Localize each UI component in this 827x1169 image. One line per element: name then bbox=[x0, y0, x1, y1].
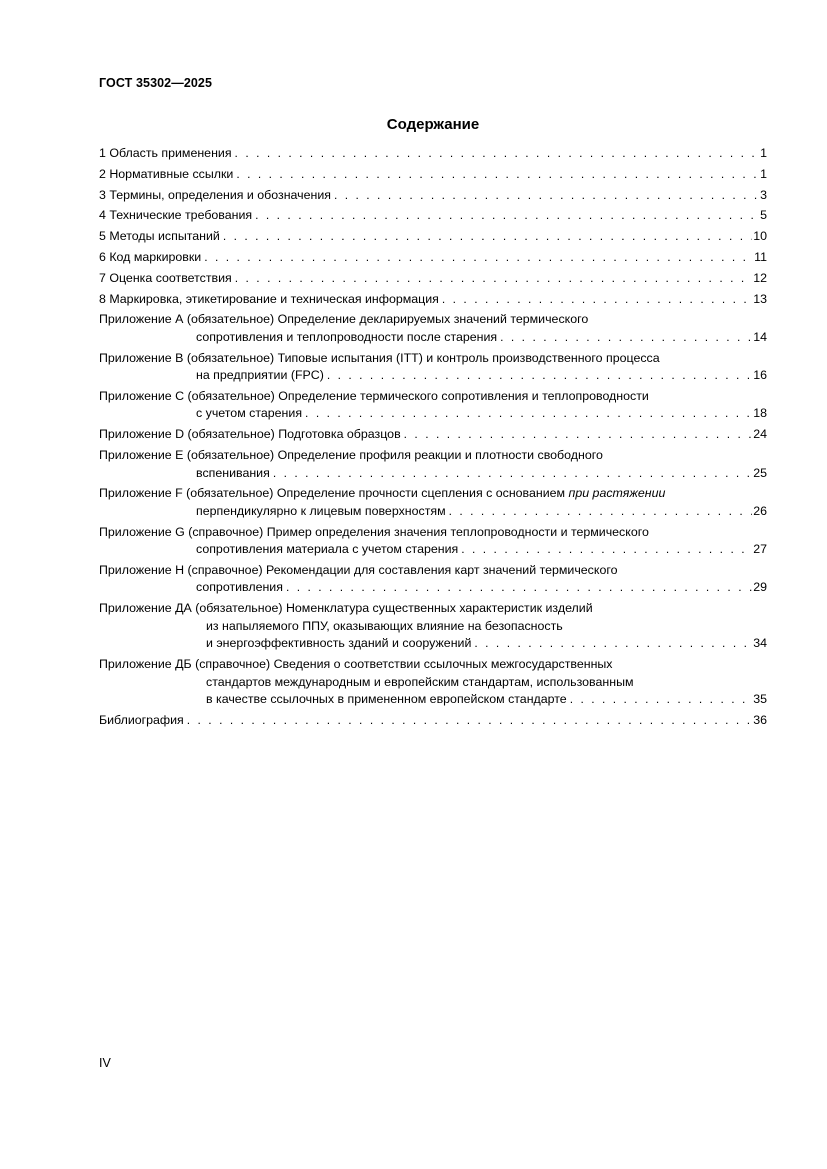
toc-page-number: 25 bbox=[753, 465, 767, 480]
leader-dots bbox=[187, 712, 752, 730]
toc-entry[interactable] bbox=[99, 388, 767, 423]
leader-dots bbox=[474, 635, 752, 653]
leader-dots bbox=[273, 465, 752, 483]
toc-page-number: 35 bbox=[753, 692, 767, 707]
leader-dots bbox=[236, 166, 759, 184]
toc-entry-title-continued: в качестве ссылочных в примененном европейском стандарте bbox=[206, 692, 567, 707]
toc-entry-title-continued: из напыляемого ППУ, оказывающих влияние на безопасность bbox=[206, 618, 563, 633]
toc-entry[interactable] bbox=[99, 485, 767, 520]
toc-entry-italic: при растяжении bbox=[568, 486, 666, 501]
toc-entry[interactable] bbox=[99, 166, 767, 184]
toc-entry-title-continued: вспенивания bbox=[196, 465, 270, 480]
toc-entry-title: 4 Технические требования bbox=[99, 208, 253, 223]
page-title: Содержание bbox=[386, 116, 480, 133]
toc-entry-title: Приложение С (обязательное) Определение термического сопротивления и теплопроводности bbox=[99, 388, 649, 403]
toc-entry-title: 7 Оценка соответствия bbox=[99, 270, 232, 285]
table-of-contents bbox=[99, 145, 767, 733]
toc-entry-title-continued: с учетом старения bbox=[196, 406, 303, 421]
toc-page-number: 1 bbox=[760, 146, 767, 160]
toc-entry-title: 3 Термины, определения и обозначения bbox=[99, 187, 331, 202]
toc-page-number: 27 bbox=[753, 542, 767, 557]
toc-page-number: 3 bbox=[760, 187, 767, 202]
toc-entry[interactable] bbox=[99, 600, 767, 653]
toc-page-number: 14 bbox=[753, 329, 767, 344]
leader-dots bbox=[442, 291, 752, 309]
toc-entry[interactable] bbox=[99, 712, 767, 730]
toc-page-number: 13 bbox=[753, 291, 767, 306]
toc-entry-title: Приложение Е (обязательное) Определение профиля реакции и плотности свободного bbox=[99, 448, 603, 463]
toc-entry[interactable] bbox=[99, 311, 767, 346]
leader-dots bbox=[461, 541, 752, 559]
toc-page-number: 12 bbox=[753, 270, 767, 285]
toc-entry-title-continued: сопротивления и теплопроводности после старения bbox=[196, 329, 498, 344]
leader-dots bbox=[223, 228, 752, 246]
toc-page-number: 26 bbox=[753, 503, 767, 518]
toc-entry[interactable] bbox=[99, 426, 767, 444]
toc-entry-title: 5 Методы испытаний bbox=[99, 229, 220, 244]
toc-page-number: 16 bbox=[753, 368, 767, 383]
toc-entry-title-continued: стандартов международным и европейским стандартам, использованным bbox=[206, 674, 634, 689]
toc-entry[interactable] bbox=[99, 187, 767, 205]
toc-entry-title: Приложение ДА (обязательное) Номенклатура существенных характеристик изделий bbox=[99, 601, 593, 616]
toc-entry-title-continued: перпендикулярно к лицевым поверхностям bbox=[196, 503, 446, 518]
leader-dots bbox=[305, 405, 752, 423]
toc-page-number: 11 bbox=[754, 249, 767, 264]
page-number: IV bbox=[99, 1056, 111, 1070]
toc-entry-title: 8 Маркировка, этикетирование и техническая информация bbox=[99, 291, 439, 306]
toc-entry-title: Приложение D (обязательное) Подготовка образцов bbox=[99, 427, 401, 442]
toc-entry[interactable] bbox=[99, 145, 767, 163]
toc-entry[interactable] bbox=[99, 207, 767, 225]
toc-entry-title-continued: сопротивления bbox=[196, 580, 283, 595]
toc-entry-title: Приложение В (обязательное) Типовые испытания (ITT) и контроль производственного процесса bbox=[99, 350, 660, 365]
toc-page-number: 18 bbox=[753, 406, 767, 421]
toc-entry[interactable] bbox=[99, 562, 767, 597]
toc-entry-title-continued: и энергоэффективность зданий и сооружений bbox=[206, 636, 472, 651]
leader-dots bbox=[235, 270, 752, 288]
toc-entry[interactable] bbox=[99, 270, 767, 288]
toc-entry[interactable] bbox=[99, 350, 767, 385]
toc-page-number: 36 bbox=[753, 712, 767, 727]
leader-dots bbox=[334, 187, 759, 205]
toc-entry[interactable] bbox=[99, 291, 767, 309]
toc-page-number: 10 bbox=[753, 229, 767, 244]
toc-entry-title-continued: на предприятии (FPC) bbox=[196, 368, 324, 383]
toc-entry-title: Приложение F (обязательное) Определение прочности сцепления с основанием при растяжении bbox=[99, 486, 666, 501]
toc-page-number: 29 bbox=[753, 580, 767, 595]
toc-entry-title-continued: сопротивления материала с учетом старения bbox=[196, 542, 459, 557]
toc-page-number: 24 bbox=[753, 427, 767, 442]
toc-entry-title: Библиография bbox=[99, 712, 184, 727]
leader-dots bbox=[255, 207, 759, 225]
toc-entry-title: 6 Код маркировки bbox=[99, 249, 202, 264]
leader-dots bbox=[570, 691, 753, 709]
toc-page-number: 34 bbox=[753, 636, 767, 651]
toc-entry-title: Приложение G (справочное) Пример определения значения теплопроводности и термического bbox=[99, 524, 649, 539]
leader-dots bbox=[327, 367, 752, 385]
toc-page-number: 5 bbox=[760, 208, 767, 223]
toc-entry-title: Приложение А (обязательное) Определение декларируемых значений термического bbox=[99, 312, 589, 327]
leader-dots bbox=[286, 579, 752, 597]
leader-dots bbox=[404, 426, 753, 444]
toc-entry[interactable] bbox=[99, 249, 767, 267]
toc-entry-title: Приложение Н (справочное) Рекомендации для составления карт значений термического bbox=[99, 562, 618, 577]
leader-dots bbox=[449, 503, 753, 521]
leader-dots bbox=[500, 329, 752, 347]
toc-entry[interactable] bbox=[99, 228, 767, 246]
toc-entry-title: Приложение ДБ (справочное) Сведения о соответствии ссылочных межгосударственных bbox=[99, 657, 613, 672]
toc-entry[interactable] bbox=[99, 656, 767, 709]
leader-dots bbox=[204, 249, 753, 267]
leader-dots bbox=[235, 145, 760, 163]
toc-entry-title: 2 Нормативные ссылки bbox=[99, 166, 234, 181]
toc-entry[interactable] bbox=[99, 524, 767, 559]
toc-entry-title: 1 Область применения bbox=[99, 146, 232, 160]
toc-entry[interactable] bbox=[99, 447, 767, 482]
toc-page-number: 1 bbox=[760, 166, 767, 181]
document-code: ГОСТ 35302—2025 bbox=[99, 76, 213, 90]
